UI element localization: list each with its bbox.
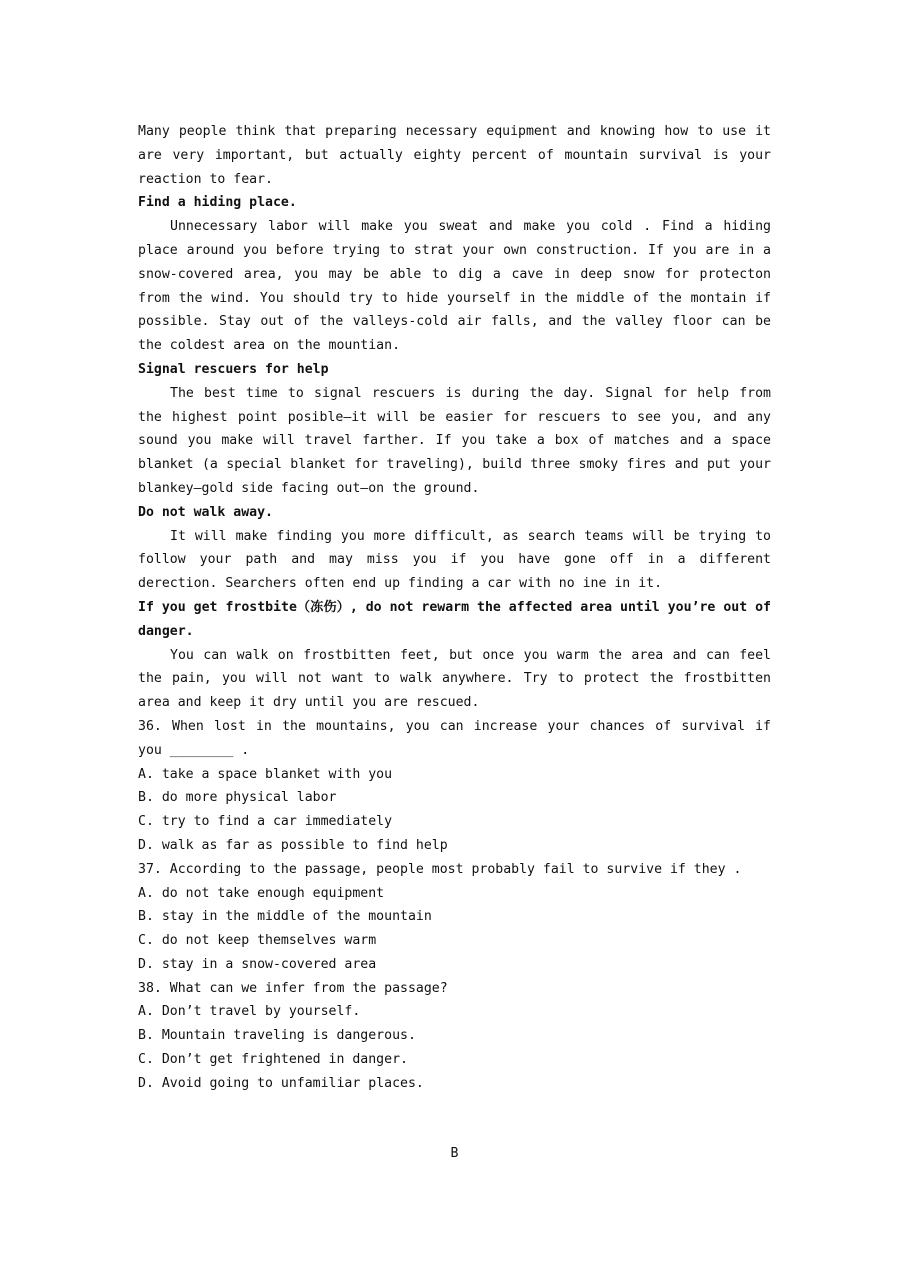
section-body-signal-rescuers: The best time to signal rescuers is during the day. Signal for help from the highest point posible—it will be easier for rescuers to see you, and any sound you make will travel farther. If you take a box of matches and a space blanket (a special blanket for traveling), build three smoky fires and put your blankey—gold side facing out—on the ground. — [138, 385, 771, 496]
question-option: B. Mountain traveling is dangerous. — [138, 1028, 416, 1044]
question-stem: 38. What can we infer from the passage? — [138, 980, 448, 996]
question-option: D. Avoid going to unfamiliar places. — [138, 1075, 424, 1091]
question-option: A. Don’t travel by yourself. — [138, 1004, 361, 1020]
question-option: D. walk as far as possible to find help — [138, 837, 448, 853]
section-body-hiding-place: Unnecessary labor will make you sweat and make you cold . Find a hiding place around you before trying to strat your own construction. If you are in a snow-covered area, you may be able to dig a cave in deep snow for protecton from the wind. You should try to hide yourself in the middle of the montain if possible. Stay out of the valleys-cold air falls, and the valley floor can be the coldest area on the mountian. — [138, 219, 771, 354]
question-option: B. stay in the middle of the mountain — [138, 909, 432, 925]
section-heading-frostbite: If you get frostbite（冻伤）, do not rewarm the affected area until you’re out of danger. — [138, 599, 771, 639]
page-footer-label: B — [450, 1146, 459, 1161]
question-option: C. try to find a car immediately — [138, 814, 393, 830]
question-37 — [138, 858, 771, 977]
question-option: C. Don’t get frightened in danger. — [138, 1052, 408, 1068]
section-heading-signal-rescuers: Signal rescuers for help — [138, 361, 329, 377]
section-heading-hiding-place: Find a hiding place. — [138, 195, 297, 211]
question-38 — [138, 977, 771, 1096]
question-option: A. take a space blanket with you — [138, 766, 393, 782]
question-stem: 36. When lost in the mountains, you can increase your chances of survival if you ________ . — [138, 718, 771, 758]
question-stem: 37. According to the passage, people most probably fail to survive if they . — [138, 861, 742, 877]
section-body-do-not-walk: It will make finding you more difficult, as search teams will be trying to follow your path and may miss you if you have gone off in a different derection. Searchers often end up finding a car with no ine in it. — [138, 528, 771, 592]
section-body-frostbite: You can walk on frostbitten feet, but once you warm the area and can feel the pain, you will not want to walk anywhere. Try to protect the frostbitten area and keep it dry until you are rescued. — [138, 647, 771, 711]
document-page — [138, 120, 771, 1096]
question-option: D. stay in a snow-covered area — [138, 956, 377, 972]
question-36 — [138, 715, 771, 858]
question-option: A. do not take enough equipment — [138, 885, 385, 901]
section-heading-do-not-walk: Do not walk away. — [138, 504, 273, 520]
intro-paragraph: Many people think that preparing necessary equipment and knowing how to use it are very important, but actually eighty percent of mountain survival is your reaction to fear. — [138, 124, 771, 187]
question-option: C. do not keep themselves warm — [138, 933, 377, 949]
question-option: B. do more physical labor — [138, 790, 337, 806]
